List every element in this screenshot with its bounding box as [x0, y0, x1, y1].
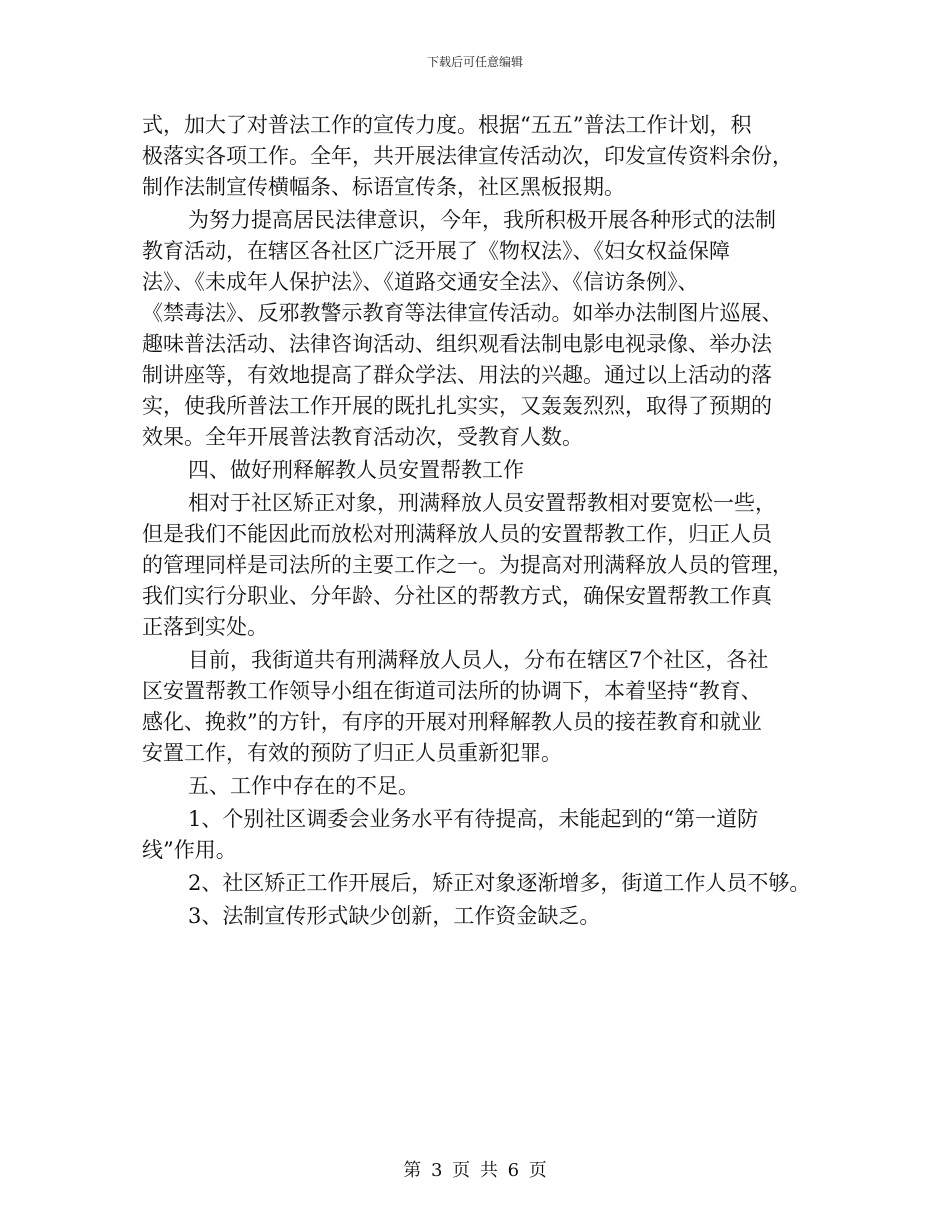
- text-line: 极落实各项工作。全年，共开展法律宣传活动次，印发宣传资料余份，: [142, 144, 793, 168]
- text-line: 正落到实处。: [142, 615, 268, 639]
- paragraph: [142, 901, 812, 932]
- paragraph: [142, 771, 812, 802]
- text-line: 五、工作中存在的不足。: [188, 774, 419, 798]
- page-number-footer: 第 3 页 共 6 页: [403, 1160, 547, 1181]
- text-line: 制讲座等，有效地提高了群众学法、用法的兴趣。通过以上活动的落: [142, 363, 772, 387]
- text-line: 为努力提高居民法律意识，今年，我所积极开展各种形式的法制: [188, 208, 776, 232]
- text-line: 趣味普法活动、法律咨询活动、组织观看法制电影电视录像、举办法: [142, 332, 772, 356]
- text-line: 的管理同样是司法所的主要工作之一。为提高对刑满释放人员的管理，: [142, 553, 793, 577]
- paragraph: [142, 205, 812, 453]
- text-line: 相对于社区矫正对象，刑满释放人员安置帮教相对要宽松一些，: [188, 491, 776, 515]
- text-line: 法》、《未成年人保护法》、《道路交通安全法》、《信访条例》、: [142, 270, 699, 294]
- text-line: 但是我们不能因此而放松对刑满释放人员的安置帮教工作，归正人员: [142, 522, 772, 546]
- paragraph: [142, 110, 812, 203]
- paragraph: [142, 804, 812, 866]
- paragraph: [142, 455, 812, 486]
- text-line: 线”作用。: [142, 838, 237, 862]
- text-line: 效果。全年开展普法教育活动次，受教育人数。: [142, 425, 583, 449]
- page-header-note: 下载后可任意编辑: [426, 55, 523, 69]
- text-line: 2、社区矫正工作开展后，矫正对象逐渐增多，街道工作人员不够。: [188, 871, 811, 895]
- text-line: 区安置帮教工作领导小组在街道司法所的协调下，本着坚持“教育、: [142, 679, 762, 703]
- paragraph: [142, 645, 812, 769]
- text-line: 式，加大了对普法工作的宣传力度。根据“五五”普法工作计划，积: [142, 113, 752, 137]
- text-line: 四、做好刑释解教人员安置帮教工作: [188, 458, 524, 482]
- text-line: 《禁毒法》、反邪教警示教育等法律宣传活动。如举办法制图片巡展、: [142, 301, 783, 325]
- document-body: [142, 110, 812, 934]
- text-line: 制作法制宣传横幅条、标语宣传条，社区黑板报期。: [142, 175, 625, 199]
- text-line: 我们实行分职业、分年龄、分社区的帮教方式，确保安置帮教工作真: [142, 584, 772, 608]
- text-line: 1、个别社区调委会业务水平有待提高，未能起到的“第一道防: [188, 807, 759, 831]
- text-line: 感化、挽救”的方针，有序的开展对刑释解教人员的接茬教育和就业: [142, 710, 762, 734]
- text-line: 实，使我所普法工作开展的既扎扎实实，又轰轰烈烈，取得了预期的: [142, 394, 772, 418]
- text-line: 目前，我街道共有刑满释放人员人，分布在辖区7个社区，各社: [188, 648, 769, 672]
- paragraph: [142, 868, 812, 899]
- paragraph: [142, 488, 812, 643]
- text-line: 教育活动，在辖区各社区广泛开展了《物权法》、《妇女权益保障: [142, 239, 730, 263]
- text-line: 3、法制宣传形式缺少创新，工作资金缺乏。: [188, 904, 601, 928]
- text-line: 安置工作，有效的预防了归正人员重新犯罪。: [142, 741, 562, 765]
